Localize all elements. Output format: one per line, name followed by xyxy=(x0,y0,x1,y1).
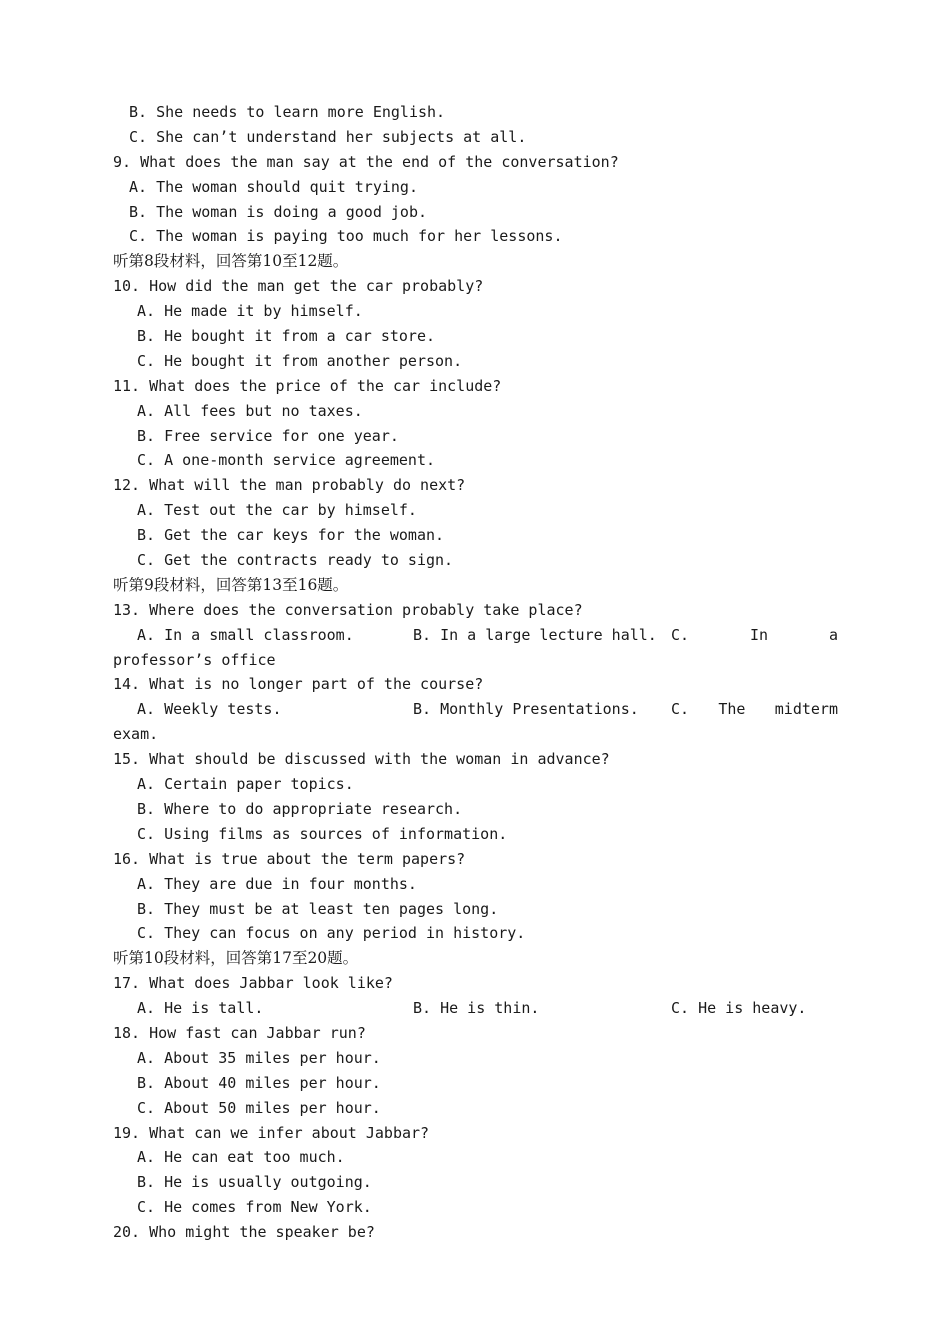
answer-option: B. They must be at least ten pages long. xyxy=(137,899,499,918)
answer-option: A. He can eat too much. xyxy=(137,1148,345,1167)
answer-option: C. They can focus on any period in history. xyxy=(137,924,526,943)
answer-option: B. Where to do appropriate research. xyxy=(137,799,463,818)
answer-option-b: B. He is thin. xyxy=(413,999,540,1018)
answer-option: B. The woman is doing a good job. xyxy=(129,202,428,221)
answer-option-b: B. Monthly Presentations. xyxy=(413,700,639,719)
answer-option: A. About 35 miles per hour. xyxy=(137,1048,381,1067)
answer-option-row xyxy=(113,996,838,1021)
answer-option: B. Free service for one year. xyxy=(137,426,399,445)
question-text: 10. How did the man get the car probably? xyxy=(113,277,484,296)
question-text: 9. What does the man say at the end of the conversation? xyxy=(113,152,619,171)
question-text: 18. How fast can Jabbar run? xyxy=(113,1023,366,1042)
answer-option: A. All fees but no taxes. xyxy=(137,401,363,420)
answer-option: C. Get the contracts ready to sign. xyxy=(137,551,454,570)
section-heading: 听第8段材料，回答第10至12题。 xyxy=(113,252,349,271)
question-text: 20. Who might the speaker be? xyxy=(113,1223,375,1242)
answer-option: B. About 40 miles per hour. xyxy=(137,1073,381,1092)
answer-option-row xyxy=(113,697,838,722)
answer-option-c-word: midterm xyxy=(774,700,838,719)
answer-option-c-word: C. xyxy=(671,625,690,644)
answer-option-c-word: C. xyxy=(671,700,690,719)
answer-option: A. Test out the car by himself. xyxy=(137,501,417,520)
question-text: 17. What does Jabbar look like? xyxy=(113,974,393,993)
answer-option-a: A. In a small classroom. xyxy=(137,625,354,644)
answer-option: B. He is usually outgoing. xyxy=(137,1173,372,1192)
question-text: 14. What is no longer part of the course? xyxy=(113,675,484,694)
question-text: 16. What is true about the term papers? xyxy=(113,849,466,868)
section-heading: 听第9段材料，回答第13至16题。 xyxy=(113,575,349,594)
question-text: 11. What does the price of the car include? xyxy=(113,376,502,395)
answer-option: C. The woman is paying too much for her lessons. xyxy=(129,227,563,246)
answer-option: C. About 50 miles per hour. xyxy=(137,1098,381,1117)
answer-option-c-word: a xyxy=(828,625,838,644)
question-text: 15. What should be discussed with the woman in advance? xyxy=(113,750,610,769)
answer-option: A. He made it by himself. xyxy=(137,302,363,321)
answer-option: A. The woman should quit trying. xyxy=(129,177,418,196)
answer-continuation: exam. xyxy=(113,725,159,744)
question-text: 12. What will the man probably do next? xyxy=(113,476,466,495)
answer-option: C. He comes from New York. xyxy=(137,1198,372,1217)
answer-option: B. Get the car keys for the woman. xyxy=(137,526,445,545)
answer-option-a: A. Weekly tests. xyxy=(137,700,282,719)
question-text: 19. What can we infer about Jabbar? xyxy=(113,1123,430,1142)
section-heading: 听第10段材料，回答第17至20题。 xyxy=(113,949,359,968)
answer-option-a: A. He is tall. xyxy=(137,999,264,1018)
answer-option-b: B. In a large lecture hall. xyxy=(413,625,657,644)
answer-option: C. A one-month service agreement. xyxy=(137,451,436,470)
answer-option-c-word: The xyxy=(718,700,746,719)
answer-option-row xyxy=(113,623,838,648)
answer-option-c-word: In xyxy=(749,625,769,644)
answer-option: B. She needs to learn more English. xyxy=(129,103,446,121)
answer-option: C. He bought it from another person. xyxy=(137,351,463,370)
answer-option: B. He bought it from a car store. xyxy=(137,327,436,346)
answer-option-c xyxy=(671,623,838,648)
question-text: 13. Where does the conversation probably take place? xyxy=(113,600,583,619)
answer-option-c: C. He is heavy. xyxy=(671,999,807,1018)
question-list xyxy=(113,100,838,1245)
answer-option: A. They are due in four months. xyxy=(137,874,417,893)
answer-continuation: professor’s office xyxy=(113,650,276,669)
answer-option: A. Certain paper topics. xyxy=(137,775,354,794)
answer-option-c xyxy=(671,697,838,722)
answer-option: C. She can’t understand her subjects at all. xyxy=(129,127,527,146)
answer-option: C. Using films as sources of information. xyxy=(137,824,508,843)
